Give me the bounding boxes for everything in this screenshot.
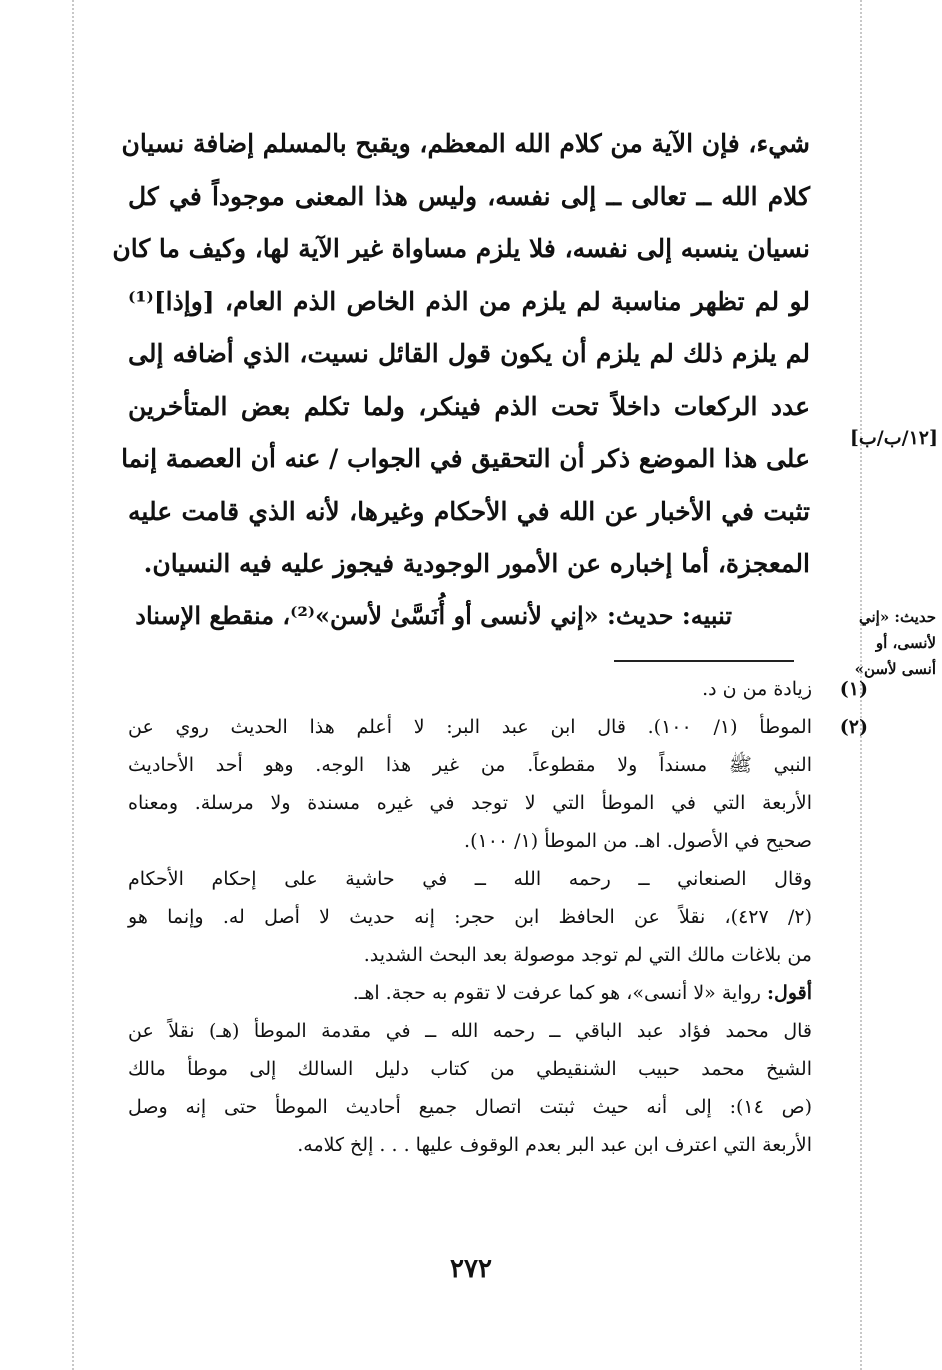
footnote-line — [128, 784, 868, 822]
footnote-separator — [614, 660, 794, 662]
footnote-text: قال محمد فؤاد عبد الباقي ــ رحمه الله ــ في مقدمة الموطأ (هـ) نقلاً عن — [128, 1020, 812, 1042]
footnote-text: صحيح في الأصول. اهـ. من الموطأ (١/ ١٠٠). — [464, 830, 812, 852]
manuscript-folio-reference: [١٢/ب/ب] — [849, 427, 938, 449]
main-text-line: المعجزة، أما إخباره عن الأمور الوجودية فيجوز عليه فيه النسيان. — [143, 549, 810, 578]
footnote-text: (ص ١٤): إلى أنه حيث ثبتت اتصال جميع أحاديث الموطأ حتى إنه وصل — [128, 1096, 812, 1118]
footnote-text: من بلاغات مالك التي لم توجد موصولة بعد البحث الشديد. — [363, 944, 812, 966]
aqulu-text: رواية «لا أنسى»، هو كما عرفت لا تقوم به حجة. اهـ. — [352, 982, 761, 1004]
footnote-line — [128, 1012, 868, 1050]
footnote-line — [128, 822, 868, 860]
footnote-number: (٢) — [839, 716, 868, 738]
footnote-text: زيادة من ن د. — [702, 678, 812, 700]
footnote-1 — [128, 670, 868, 708]
footnotes — [128, 670, 868, 1164]
margin-note-line: حديث: «إني — [858, 608, 936, 626]
footnote-text: وقال الصنعاني ــ رحمه الله ــ في حاشية على إحكام الأحكام — [128, 868, 812, 890]
tanbih-note-text: تنبيه: حديث: «إني لأنسى أو أُنَسَّىٰ لأسن»⁽²⁾، منقطع الإسناد — [135, 601, 732, 630]
footnote-aqulu-line — [128, 974, 812, 1012]
footnote-line — [128, 1088, 868, 1126]
footnote-line — [128, 860, 868, 898]
footnote-line — [128, 974, 868, 1012]
footnote-line — [128, 898, 868, 936]
main-text-line: نسيان ينسبه إلى نفسه، فلا يلزم مساواة غير الآية لها، وكيف ما كان — [112, 234, 810, 263]
main-text-line: عدد الركعات داخلاً تحت الذم فينكر، ولما تكلم بعض المتأخرين — [128, 391, 810, 421]
main-text-line: على هذا الموضع ذكر أن التحقيق في الجواب / عنه أن العصمة إنما — [121, 444, 810, 473]
aqulu-label: أقول: — [767, 982, 812, 1004]
main-text-line: كلام الله ــ تعالى ــ إلى نفسه، وليس هذا المعنى موجوداً في كل — [128, 181, 810, 211]
footnote-text: النبي ﷺ مسنداً ولا مقطوعاً. من غير هذا الوجه. وهو أحد الأحاديث — [128, 754, 813, 776]
footnote-text: الشيخ محمد حبيب الشنقيطي من كتاب دليل السالك إلى موطأ مالك — [128, 1058, 812, 1080]
footnote-text: الأربعة التي في الموطأ التي لا توجد في غيره مسندة ولا مرسلة. ومعناه — [128, 792, 812, 814]
margin-note-line: لأنسى، أو — [875, 634, 936, 652]
footnote-number: (١) — [839, 678, 868, 700]
margin-note-line: أنسى لأسن» — [854, 660, 936, 678]
main-text-line: تثبت في الأخبار عن الله في الأحكام وغيرها، لأنه الذي قامت عليه — [128, 496, 810, 526]
margin-guide-left — [72, 0, 74, 1370]
footnote-line — [128, 746, 868, 784]
main-text-block — [112, 118, 810, 591]
main-text-line: لم يلزم ذلك لم يلزم أن يكون قول القائل نسيت، الذي أضافه إلى — [128, 339, 810, 368]
footnote-text: الموطأ (١/ ١٠٠). قال ابن عبد البر: لا أعلم هذا الحديث روي عن — [128, 716, 812, 738]
footnote-text: الأربعة التي اعترف ابن عبد البر بعدم الوقوف عليها . . . إلخ كلامه. — [297, 1134, 812, 1156]
page-number: ٢٧٢ — [450, 1254, 492, 1284]
main-text-line: لو لم تظهر مناسبة لم يلزم من الذم الخاص الذم العام، [وإذا]⁽¹⁾ — [128, 286, 810, 316]
footnote-line — [128, 936, 868, 974]
footnote-line — [128, 1126, 868, 1164]
footnote-line — [128, 1050, 868, 1088]
tanbih-note — [128, 590, 810, 642]
footnote-2 — [128, 708, 868, 746]
main-text-line: شيء، فإن الآية من كلام الله المعظم، ويقبح بالمسلم إضافة نسيان — [121, 129, 810, 158]
footnote-text: (٢/ ٤٢٧)، نقلاً عن الحافظ ابن حجر: إنه حديث لا أصل له. وإنما هو — [128, 906, 812, 928]
